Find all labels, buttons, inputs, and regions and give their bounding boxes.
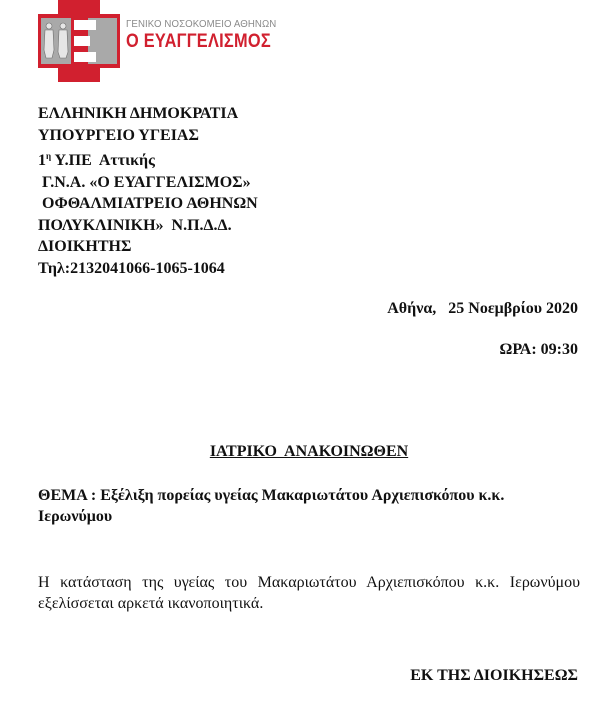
authority-line-republic: ΕΛΛΗΝΙΚΗ ΔΗΜΟΚΡΑΤΙΑ (38, 105, 239, 122)
authority-line-hospital: Γ.Ν.Α. «Ο ΕΥΑΓΓΕΛΙΣΜΟΣ» (38, 173, 251, 191)
authority-line-region (38, 146, 258, 172)
region-number: 1 (38, 152, 46, 169)
hospital-cross-logo-icon (38, 0, 120, 82)
authority-header (38, 103, 258, 279)
region-name: Υ.ΠΕ Αττικής (51, 152, 155, 169)
document-date: Αθήνα, 25 Νοεμβρίου 2020 (387, 300, 578, 317)
authority-line-ministry: ΥΠΟΥΡΓΕΙΟ ΥΓΕΙΑΣ (38, 126, 199, 144)
document-title: ΙΑΤΡΙΚΟ ΑΝΑΚΟΙΝΩΘΕΝ (209, 443, 409, 460)
authority-line-director: ΔΙΟΙΚΗΤΗΣ (38, 238, 132, 255)
authority-line-polyclinic: ΠΟΛΥΚΛΙΝΙΚΗ» Ν.Π.Δ.Δ. (38, 216, 232, 234)
document-subject: ΘΕΜΑ : Εξέλιξη πορείας υγείας Μακαριωτάτου Αρχιεπισκόπου κ.κ. Ιερωνύμου (38, 487, 505, 525)
region-superscript: η (46, 151, 52, 161)
hospital-logo (38, 0, 298, 82)
document-signature: ΕΚ ΤΗΣ ΔΙΟΙΚΗΣΕΩΣ (410, 667, 578, 684)
logo-hospital-name: ΓΕΝΙΚΟ ΝΟΣΟΚΟΜΕΙΟ ΑΘΗΝΩΝ (126, 18, 277, 30)
logo-text (126, 18, 306, 53)
logo-hospital-title: Ο ΕΥΑΓΓΕΛΙΣΜΟΣ (126, 31, 271, 52)
authority-line-phone: Τηλ:2132041066-1065-1064 (38, 259, 225, 277)
document-body: Η κατάσταση της υγείας του Μακαριωτάτου Αρχιεπισκόπου κ.κ. Ιερωνύμου εξελίσσεται αρκετά ικανοποιητικά. (38, 574, 580, 612)
document-time: ΩΡΑ: 09:30 (499, 341, 578, 358)
authority-line-eye-clinic: ΟΦΘΑΛΜΙΑΤΡΕΙΟ ΑΘΗΝΩΝ (38, 195, 258, 212)
